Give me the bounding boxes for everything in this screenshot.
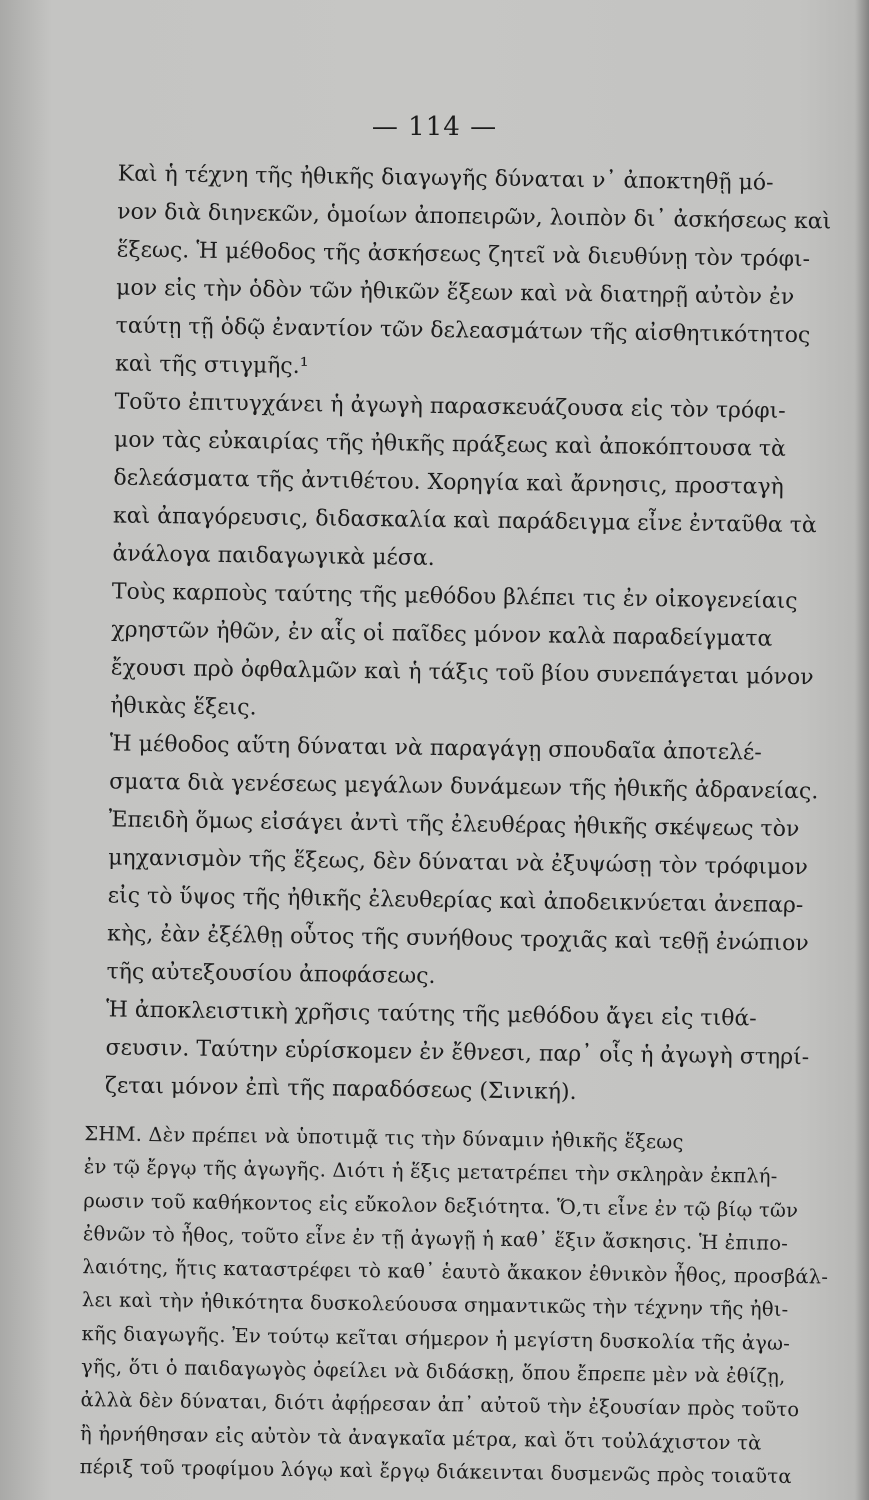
- text-line: μηχανισμὸν τῆς ἕξεως, δὲν δύναται νὰ ἐξυψώσῃ τὸν τρόφιμον: [108, 845, 809, 881]
- page-number: — 114 —: [371, 112, 498, 142]
- footnote-line: ρωσιν τοῦ καθήκοντος εἰς εὔκολον δεξιότητα. Ὅ,τι εἶνε ἐν τῷ βίῳ τῶν: [83, 1188, 799, 1222]
- text-line: σευσιν. Ταύτην εὑρίσκομεν ἐν ἔθνεσι, παρ᾽ οἷς ἡ ἀγωγὴ στηρί-: [105, 1035, 810, 1071]
- footnote-line: πέριξ τοῦ τροφίμου λόγῳ καὶ ἔργῳ διάκεινται δυσμενῶς πρὸς τοιαῦτα: [79, 1455, 792, 1488]
- text-line: δελεάσματα τῆς ἀντιθέτου. Χορηγία καὶ ἄρνησις, προσταγὴ: [113, 465, 784, 500]
- text-line: Τοὺς καρποὺς ταύτης τῆς μεθόδου βλέπει τις ἐν οἰκογενείαις: [111, 579, 798, 615]
- text-line: μον τὰς εὐκαιρίας τῆς ἠθικῆς πράξεως καὶ ἀποκόπτουσα τὰ: [113, 427, 787, 462]
- text-line: καὶ ἀπαγόρευσις, διδασκαλία καὶ παράδειγμα εἶνε ἐνταῦθα τὰ: [112, 503, 817, 539]
- text-line: ἠθικὰς ἕξεις.: [110, 693, 257, 721]
- footnote-line: ἢ ἠρνήθησαν εἰς αὐτὸν τὰ ἀναγκαῖα μέτρα, καὶ ὅτι τοὐλάχιστον τὰ: [79, 1421, 762, 1455]
- text-line: Τοῦτο ἐπιτυγχάνει ἡ ἀγωγὴ παρασκευάζουσα εἰς τὸν τρόφι-: [114, 389, 786, 424]
- footnote-line: κῆς διαγωγῆς. Ἐν τούτῳ κεῖται σήμερον ἡ μεγίστη δυσκολία τῆς ἀγω-: [81, 1321, 791, 1355]
- text-line: μον εἰς τὴν ὁδὸν τῶν ἠθικῶν ἕξεων καὶ νὰ διατηρῇ αὐτὸν ἐν: [115, 275, 795, 310]
- footnote-line: ἐθνῶν τὸ ἦθος, τοῦτο εἶνε ἐν τῇ ἀγωγῇ ἡ καθ᾽ ἕξιν ἄσκησις. Ἡ ἐπιπο-: [82, 1221, 789, 1255]
- page-edge-shadow: [855, 0, 869, 1500]
- text-line: Ἡ ἀποκλειστικὴ χρῆσις ταύτης τῆς μεθόδου ἄγει εἰς τιθά-: [105, 997, 757, 1032]
- text-line: Ἡ μέθοδος αὕτη δύναται νὰ παραγάγῃ σπουδαῖα ἀποτελέ-: [109, 731, 763, 766]
- text-line: χρηστῶν ἠθῶν, ἐν αἷς οἱ παῖδες μόνον καλὰ παραδείγματα: [111, 617, 773, 652]
- footnote: [65, 1117, 829, 1493]
- paragraph: [81, 155, 832, 393]
- text-line: ἔχουσι πρὸ ὀφθαλμῶν καὶ ἡ τάξις τοῦ βίου συνεπάγεται μόνον: [110, 655, 814, 691]
- footnote-line: ΣΗΜ. Δὲν πρέπει νὰ ὑποτιμᾷ τις τὴν δύναμιν ἠθικῆς ἕξεως: [84, 1122, 684, 1154]
- text-line: Ἐπειδὴ ὅμως εἰσάγει ἀντὶ τῆς ἐλευθέρας ἠθικῆς σκέψεως τὸν: [108, 807, 800, 843]
- footnote-line: γῆς, ὅτι ὁ παιδαγωγὸς ὀφείλει νὰ διδάσκῃ, ὅπου ἔπρεπε μὲν νὰ ἐθίζῃ,: [80, 1355, 786, 1388]
- paragraph: [78, 383, 817, 583]
- body-text: [65, 155, 832, 1493]
- footnote-line: λαιότης, ἥτις καταστρέφει τὸ καθ᾽ ἑαυτὸ ἄκακον ἐθνικὸν ἦθος, προσβάλ-: [82, 1255, 829, 1289]
- text-line: ταύτῃ τῇ ὁδῷ ἐναντίον τῶν δελεασμάτων τῆς αἰσθητικότητος: [115, 313, 811, 349]
- footnote-line: ἐν τῷ ἔργῳ τῆς ἀγωγῆς. Διότι ἡ ἕξις μετατρέπει τὴν σκληρὰν ἐκπλή-: [83, 1155, 778, 1189]
- paragraph: [72, 725, 819, 1001]
- footnote-line: λει καὶ τὴν ἠθικότητα δυσκολεύουσα σημαντικῶς τὴν τέχνην τῆς ἠθι-: [81, 1288, 789, 1322]
- text-line: ἀνάλογα παιδαγωγικὰ μέσα.: [112, 541, 435, 571]
- paragraph: [71, 991, 810, 1115]
- text-line: εἰς τὸ ὕψος τῆς ἠθικῆς ἐλευθερίας καὶ ἀποδεικνύεται ἀνεπαρ-: [107, 883, 804, 919]
- footnote-line: ἀλλὰ δὲν δύναται, διότι ἀφῄρεσαν ἀπ᾽ αὐτοῦ τὴν ἐξουσίαν πρὸς τοῦτο: [80, 1388, 800, 1422]
- text-line: σματα διὰ γενέσεως μεγάλων δυνάμεων τῆς ἠθικῆς ἀδρανείας.: [109, 769, 819, 805]
- paragraph: [76, 573, 814, 735]
- text-line: Καὶ ἡ τέχνη τῆς ἠθικῆς διαγωγῆς δύναται ν᾽ ἀποκτηθῇ μό-: [117, 161, 774, 196]
- text-line: κὴς, ἐὰν ἐξέλθῃ οὗτος τῆς συνήθους τροχιᾶς καὶ τεθῇ ἐνώπιον: [106, 921, 809, 957]
- text-line: καὶ τῆς στιγμῆς.¹: [114, 351, 309, 380]
- text-line: τῆς αὐτεξουσίου ἀποφάσεως.: [106, 959, 436, 989]
- text-line: νον διὰ διηνεκῶν, ὁμοίων ἀποπειρῶν, λοιπὸν δι᾽ ἀσκήσεως καὶ: [117, 199, 832, 235]
- text-line: ἕξεως. Ἡ μέθοδος τῆς ἀσκήσεως ζητεῖ νὰ διευθύνῃ τὸν τρόφι-: [116, 237, 811, 273]
- text-line: ζεται μόνον ἐπὶ τῆς παραδόσεως (Σινική).: [104, 1073, 577, 1105]
